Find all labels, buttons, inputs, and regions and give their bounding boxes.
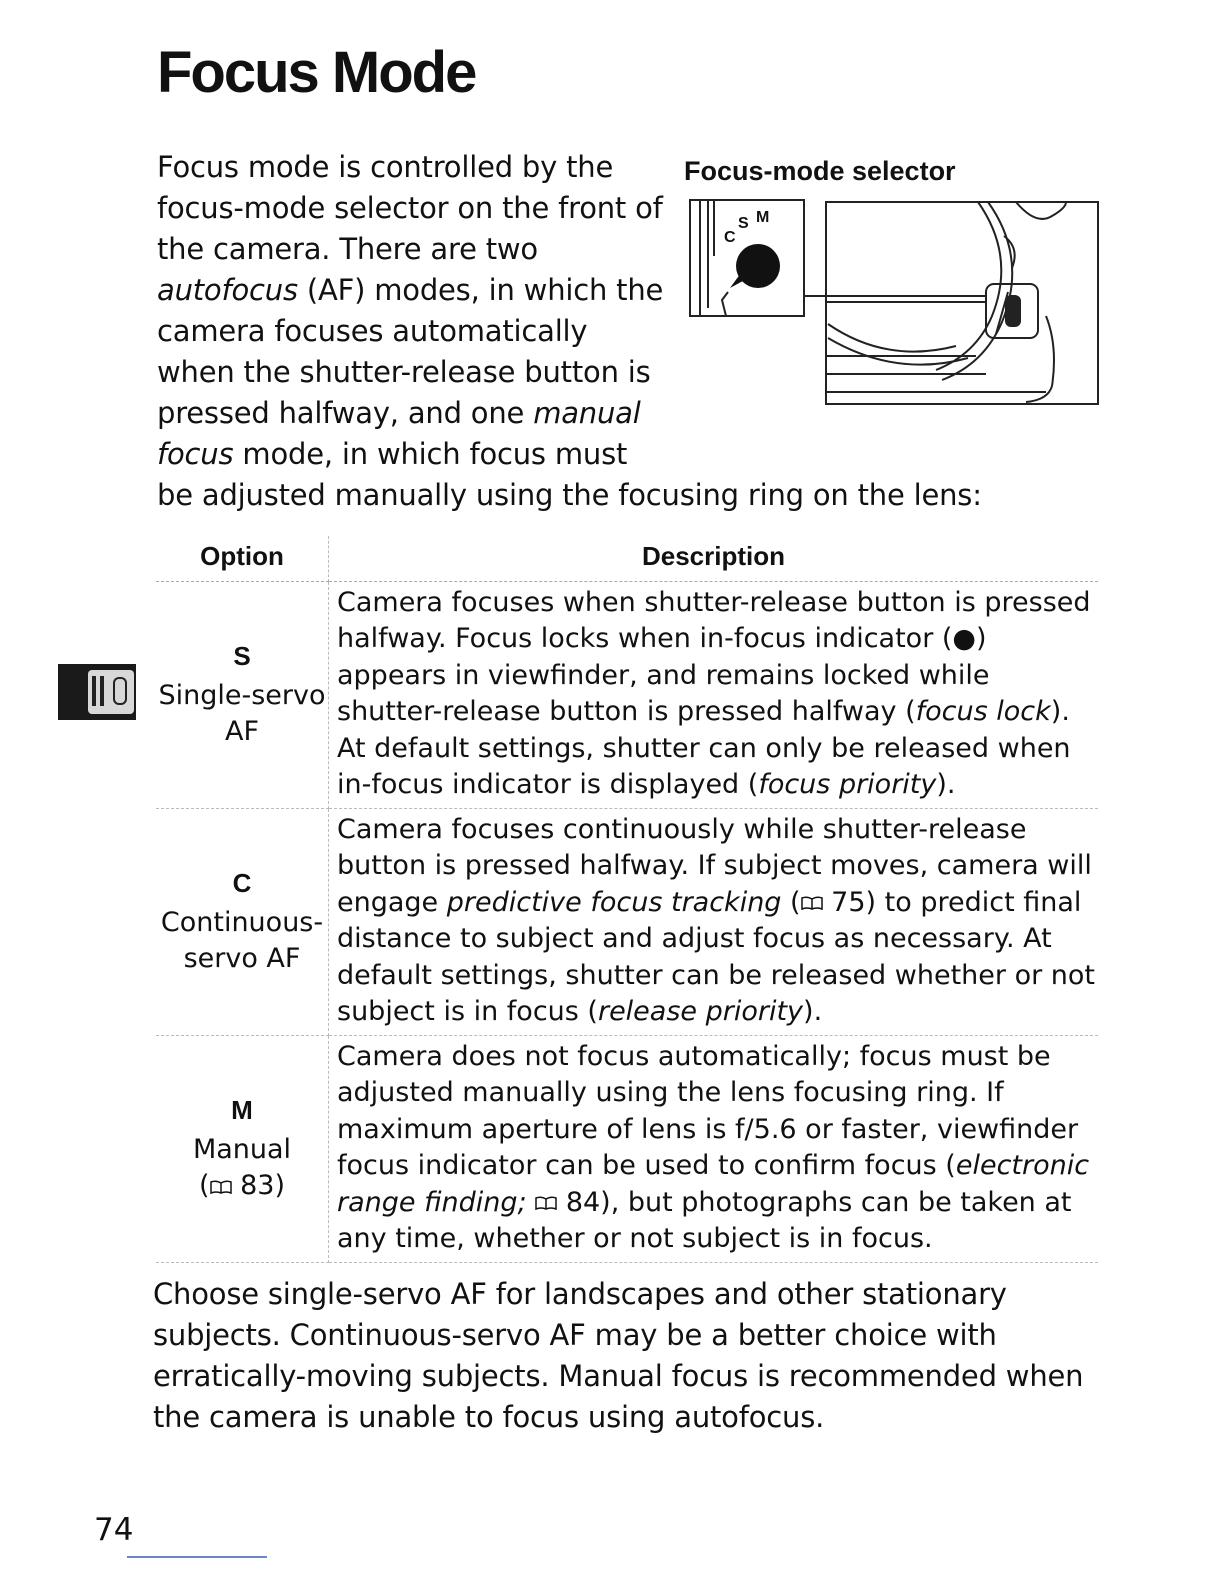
focus-mode-selector-illustration (686, 196, 1102, 410)
desc-text: Camera focuses when shutter-release button is pressed halfway. Focus locks when in-focus indicator (●) appears in viewfinder, and remains locked while shutter-release button is pressed halfway ( (337, 586, 1091, 727)
page-title: Focus Mode (157, 40, 476, 105)
figure-caption: Focus-mode selector (684, 156, 956, 186)
dial-label-s: S (738, 215, 749, 232)
table-row (156, 808, 1098, 1035)
option-letter: C (232, 867, 252, 898)
desc-text: ). (803, 996, 823, 1027)
option-cell-manual (156, 1035, 329, 1262)
table-header-row (156, 536, 1098, 581)
intro-term-autofocus: autofocus (157, 273, 298, 307)
focus-options-table (156, 536, 1098, 1263)
header-description: Description (329, 536, 1099, 581)
description-cell (329, 581, 1099, 808)
dial-label-m: M (756, 209, 770, 226)
desc-text: Camera focuses continuously while shutter-release button is pressed halfway. If subject moves, camera will engage (337, 813, 1092, 918)
desc-term: predictive focus tracking (446, 886, 782, 918)
intro-term-manual-focus: manual focus (157, 396, 641, 471)
desc-term: release priority (597, 996, 804, 1027)
book-reference-icon (210, 1180, 232, 1194)
book-reference-icon (535, 1196, 557, 1210)
intro-text-1: Focus mode is controlled by the focus-mode selector on the front of the camera. There are two (157, 150, 663, 266)
option-cell-continuous-servo (156, 808, 329, 1035)
intro-text-2: (AF) modes, in which the camera focuses automatically when the shutter-release button is pressed halfway, and one (157, 273, 664, 430)
table-row (156, 1035, 1098, 1262)
desc-term: electronic range finding; (337, 1150, 1090, 1218)
desc-text: Camera does not focus automatically; focus must be adjusted manually using the lens focusing ring. If maximum aperture of lens is f/5.6 or faster, viewfinder focus indicator can be used to confirm focus ( (337, 1040, 1079, 1181)
header-option: Option (156, 536, 329, 581)
option-letter: S (233, 640, 251, 671)
description-cell (329, 1035, 1099, 1262)
option-page-ref: ( 83) (198, 1170, 286, 1202)
book-reference-icon (801, 896, 823, 910)
desc-term: focus lock (915, 696, 1051, 727)
page-number: 74 (94, 1512, 134, 1548)
intro-text-3: mode, in which focus must be adjusted manually using the focusing ring on the lens: (157, 437, 982, 512)
desc-text: 84), but photographs can be taken at any time, whether or not subject is in focus. (337, 1186, 1072, 1254)
option-letter: M (231, 1094, 253, 1125)
option-name: Continuous-servo AF (160, 907, 324, 975)
table-row (156, 581, 1098, 808)
dial-label-c: C (724, 229, 736, 246)
desc-text: ). At default settings, shutter can only be released when in-focus indicator is displayed ( (337, 696, 1071, 800)
selector-switch-lever (1006, 296, 1020, 326)
desc-text: ). (936, 769, 956, 800)
option-page-ref-number: 83) (240, 1170, 286, 1202)
option-name: Manual (192, 1134, 292, 1166)
selector-dial (736, 244, 780, 288)
desc-text: 75) to predict final distance to subject and adjust focus as necessary. At default settings, shutter can be released whether or not subject is in focus ( (337, 886, 1095, 1027)
desc-term: focus priority (758, 769, 937, 800)
option-name: Single-servo AF (158, 680, 326, 748)
option-cell-single-servo (156, 581, 329, 808)
closing-paragraph: Choose single-servo AF for landscapes and other stationary subjects. Continuous-servo AF may be a better choice with erratically-moving subjects. Manual focus is recommended when the camera is unable to focus using autofocus. (153, 1277, 1084, 1434)
chapter-tab-icon (58, 664, 136, 720)
description-cell (329, 808, 1099, 1035)
page-footer-rule (127, 1556, 267, 1558)
desc-text: ( (781, 886, 801, 918)
